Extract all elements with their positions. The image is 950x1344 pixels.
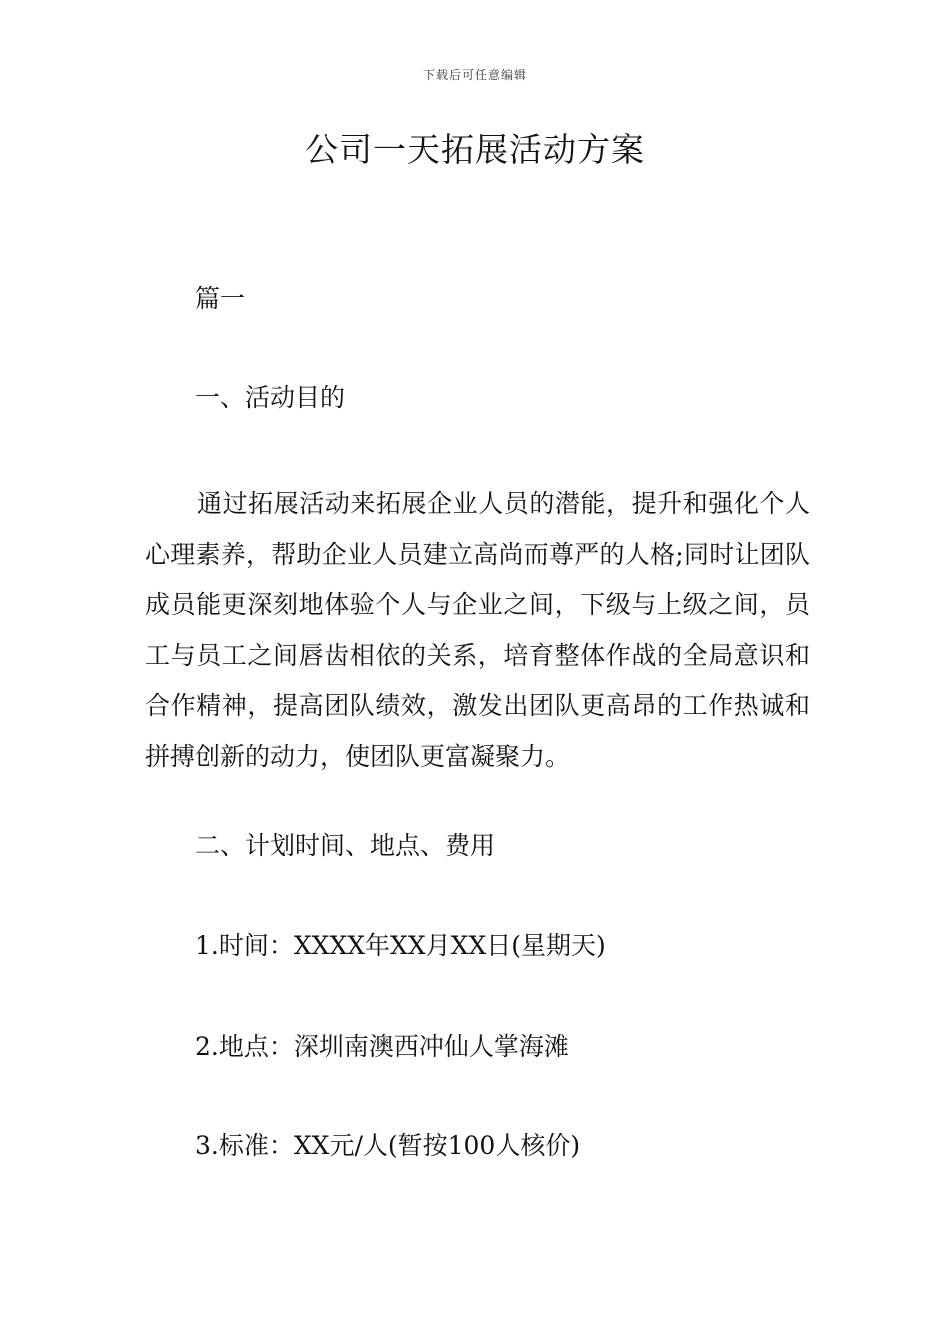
cost-standard-item: 3.标准：XX元/人(暂按100人核价) <box>195 1131 581 1160</box>
location-item: 2.地点：深圳南澳西冲仙人掌海滩 <box>195 1032 569 1061</box>
section2-heading: 二、计划时间、地点、费用 <box>195 831 496 860</box>
document-title: 公司一天拓展活动方案 <box>305 130 645 169</box>
section1-heading: 一、活动目的 <box>195 383 346 412</box>
part-label: 篇一 <box>195 284 246 313</box>
schedule-time-item: 1.时间：XXXX年XX月XX日(星期天) <box>195 931 606 960</box>
section1-paragraph: 通过拓展活动来拓展企业人员的潜能，提升和强化个人心理素养，帮助企业人员建立高尚而尊严的人格;同时让团队成员能更深刻地体验个人与企业之间，下级与上级之间，员工与员工之间唇齿相依的关系，培育整体作战的全局意识和合作精神，提高团队绩效，激发出团队更高昂的工作热诚和拼搏创新的动力，使团队更富凝聚力。 <box>145 489 810 771</box>
header-note: 下载后可任意编辑 <box>422 68 527 82</box>
